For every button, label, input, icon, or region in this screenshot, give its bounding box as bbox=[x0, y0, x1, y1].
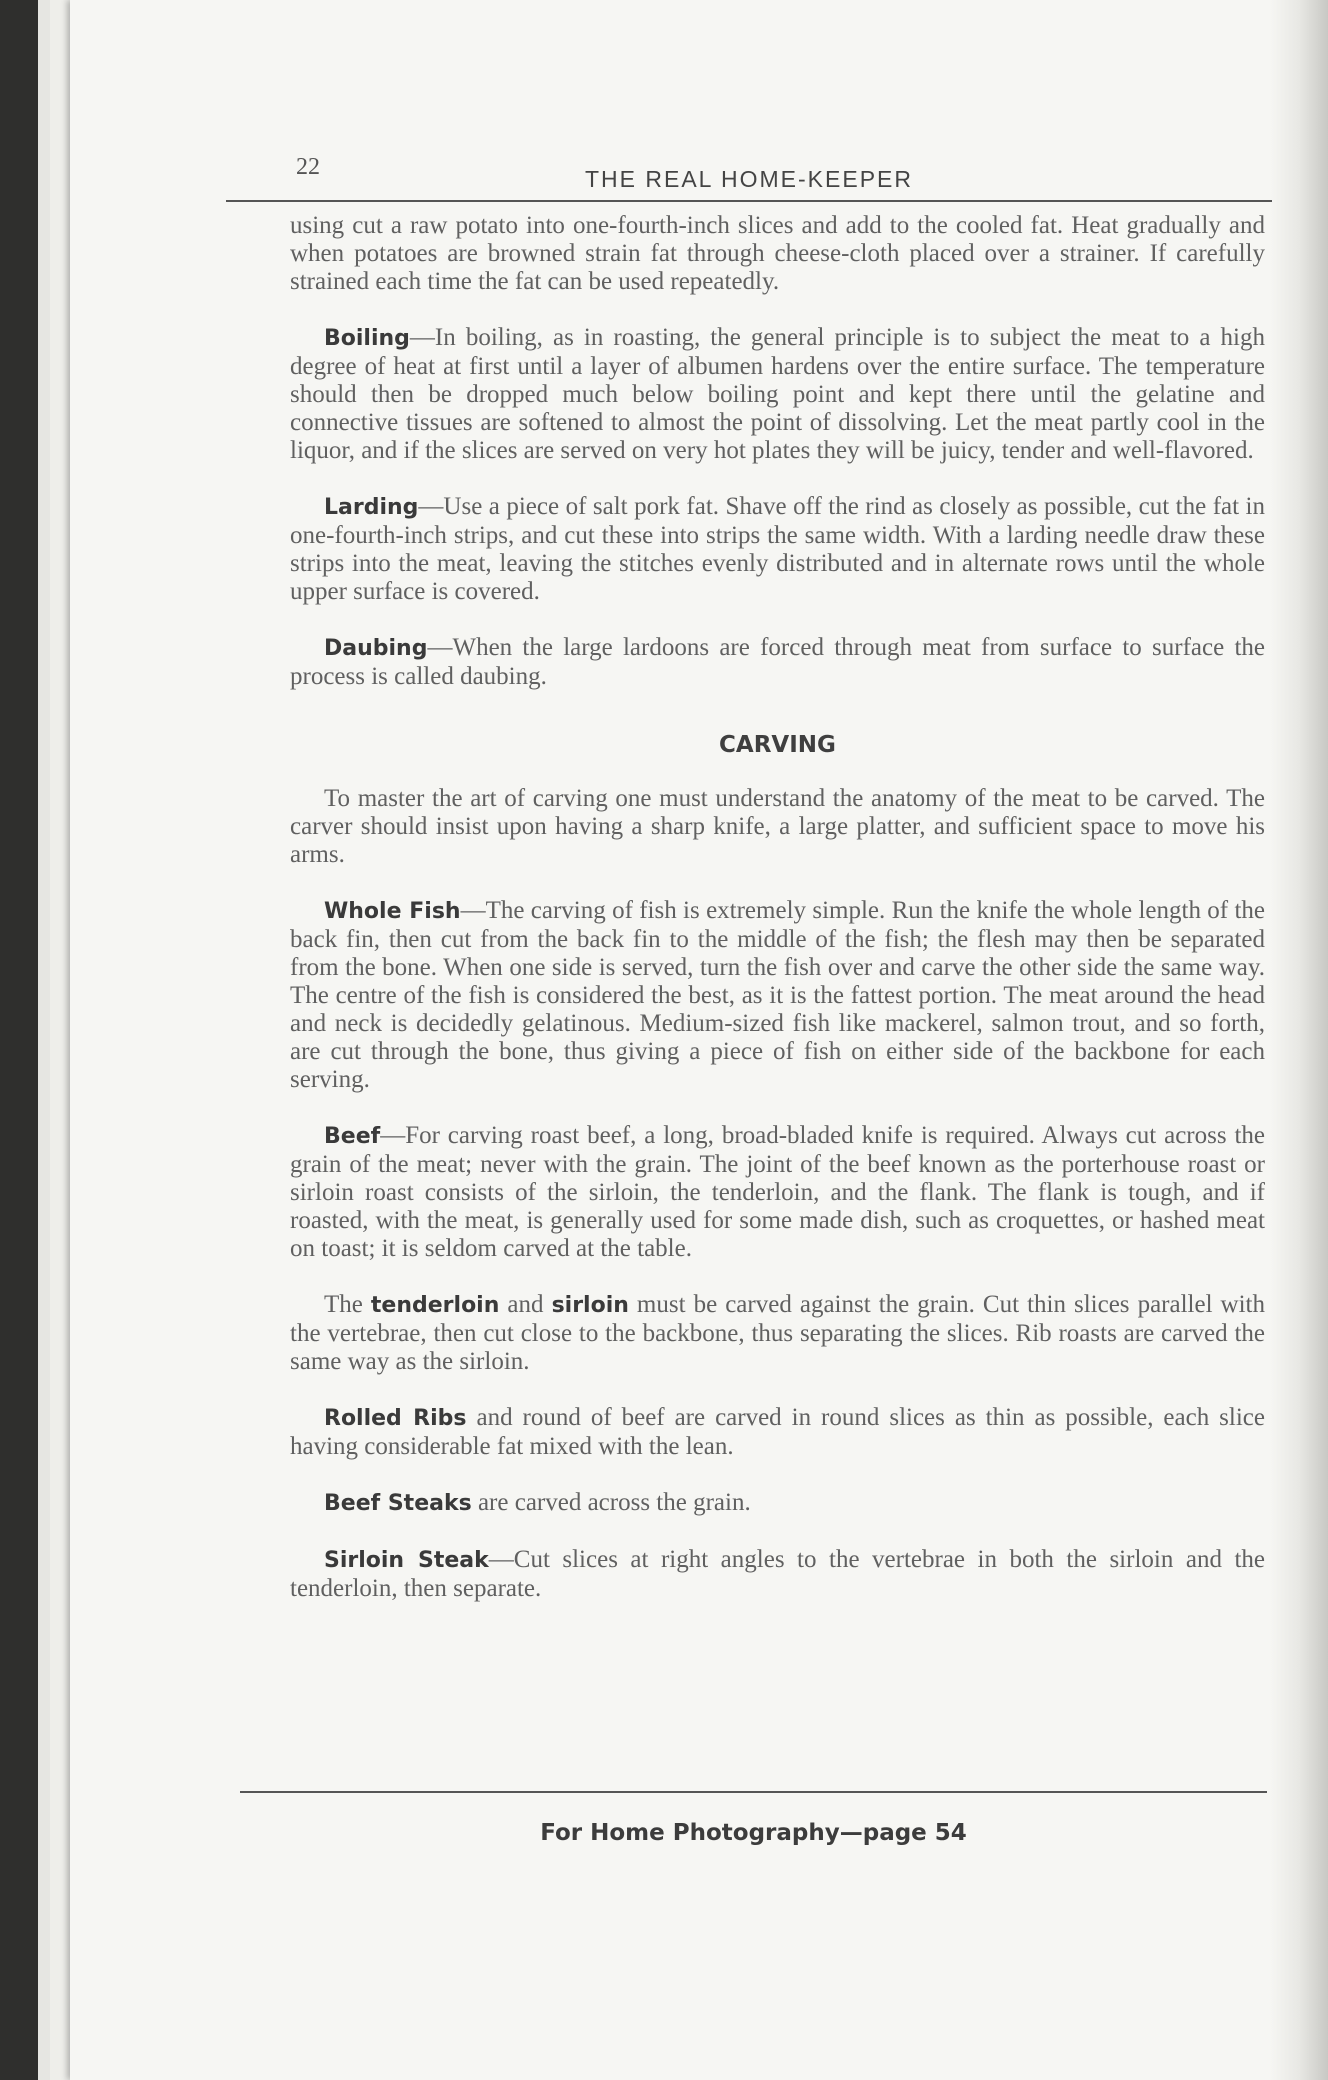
running-title: THE REAL HOME-KEEPER bbox=[585, 166, 913, 192]
tenderloin-pre: The bbox=[324, 1291, 371, 1318]
term-tenderloin: tenderloin bbox=[370, 1293, 500, 1318]
term-boiling: Boiling bbox=[324, 326, 410, 351]
page-number: 22 bbox=[296, 154, 320, 180]
term-whole-fish: Whole Fish bbox=[324, 899, 461, 924]
daubing-paragraph bbox=[290, 634, 1265, 691]
term-larding: Larding bbox=[324, 495, 419, 520]
term-beef: Beef bbox=[324, 1124, 381, 1149]
carving-intro-paragraph: To master the art of carving one must understand the anatomy of the meat to be carved. The carver should insist upon having a sharp knife, a large platter, and sufficient space to move his arms. bbox=[290, 785, 1265, 868]
term-sirloin: sirloin bbox=[551, 1293, 629, 1318]
page-body bbox=[290, 212, 1265, 1631]
footer-rule bbox=[240, 1791, 1267, 1793]
term-rolled-ribs: Rolled Ribs bbox=[324, 1406, 467, 1431]
whole-fish-paragraph bbox=[290, 897, 1265, 1094]
beef-steaks-paragraph bbox=[290, 1489, 1265, 1518]
page-gutter-shadow bbox=[1270, 0, 1328, 2080]
term-daubing: Daubing bbox=[324, 636, 428, 661]
intro-paragraph: using cut a raw potato into one-fourth-inch slices and add to the cooled fat. Heat gradually and when potatoes are browned strain fat through cheese-cloth placed over a strainer. If carefully strained each time the fat can be used repeatedly. bbox=[290, 212, 1265, 295]
larding-paragraph bbox=[290, 493, 1265, 606]
beef-steaks-text: are carved across the grain. bbox=[471, 1489, 751, 1516]
larding-text: —Use a piece of salt pork fat. Shave off the rind as closely as possible, cut the fat in one-fourth-inch strips, and cut these into strips the same width. With a larding needle draw these strips into the meat, leaving the stitches evenly distributed and in alternate rows until the whole upper surface is covered. bbox=[290, 493, 1265, 605]
boiling-paragraph bbox=[290, 324, 1265, 465]
whole-fish-text: —The carving of fish is extremely simple. Run the knife the whole length of the back fin, then cut from the back fin to the middle of the fish; the flesh may then be separated from the bone. When one side is served, turn the fish over and carve the other side the same way. The centre of the fish is considered the best, as it is the fattest portion. The meat around the head and neck is decidedly gelatinous. Medium-sized fish like mackerel, salmon trout, and so forth, are cut through the bone, thus giving a piece of fish on either side of the backbone for each serving. bbox=[290, 897, 1265, 1093]
tenderloin-mid: and bbox=[499, 1291, 552, 1318]
footer-note: For Home Photography—page 54 bbox=[540, 1820, 967, 1846]
beef-paragraph bbox=[290, 1122, 1265, 1263]
running-header bbox=[226, 146, 1272, 202]
section-heading-carving: CARVING bbox=[719, 732, 836, 758]
sirloin-steak-text: —Cut slices at right angles to the vertebrae in both the sirloin and the tenderloin, then separate. bbox=[290, 1546, 1265, 1602]
tenderloin-text: must be carved against the grain. Cut thin slices parallel with the vertebrae, then cut close to the backbone, thus separating the slices. Rib roasts are carved the same way as the sirloin. bbox=[290, 1291, 1265, 1375]
beef-text: —For carving roast beef, a long, broad-bladed knife is required. Always cut across the grain of the meat; never with the grain. The joint of the beef known as the porterhouse roast or sirloin roast consists of the sirloin, the tenderloin, and the flank. The flank is tough, and if roasted, with the meat, is generally used for some made dish, such as croquettes, or hashed meat on toast; it is seldom carved at the table. bbox=[290, 1122, 1265, 1262]
rolled-ribs-paragraph bbox=[290, 1404, 1265, 1461]
rolled-ribs-text: and round of beef are carved in round slices as thin as possible, each slice having considerable fat mixed with the lean. bbox=[290, 1404, 1265, 1460]
sirloin-steak-paragraph bbox=[290, 1546, 1265, 1603]
term-beef-steaks: Beef Steaks bbox=[324, 1491, 472, 1516]
tenderloin-paragraph bbox=[290, 1291, 1265, 1376]
boiling-text: —In boiling, as in roasting, the general principle is to subject the meat to a high degree of heat at first until a layer of albumen hardens over the entire surface. The temperature should then be dropped much below boiling point and kept there until the gelatine and connective tissues are softened to almost the point of dissolving. Let the meat partly cool in the liquor, and if the slices are served on very hot plates they will be juicy, tender and well-flavored. bbox=[290, 324, 1265, 464]
term-sirloin-steak: Sirloin Steak bbox=[324, 1548, 489, 1573]
daubing-text: —When the large lardoons are forced through meat from surface to surface the process is called daubing. bbox=[290, 634, 1265, 690]
